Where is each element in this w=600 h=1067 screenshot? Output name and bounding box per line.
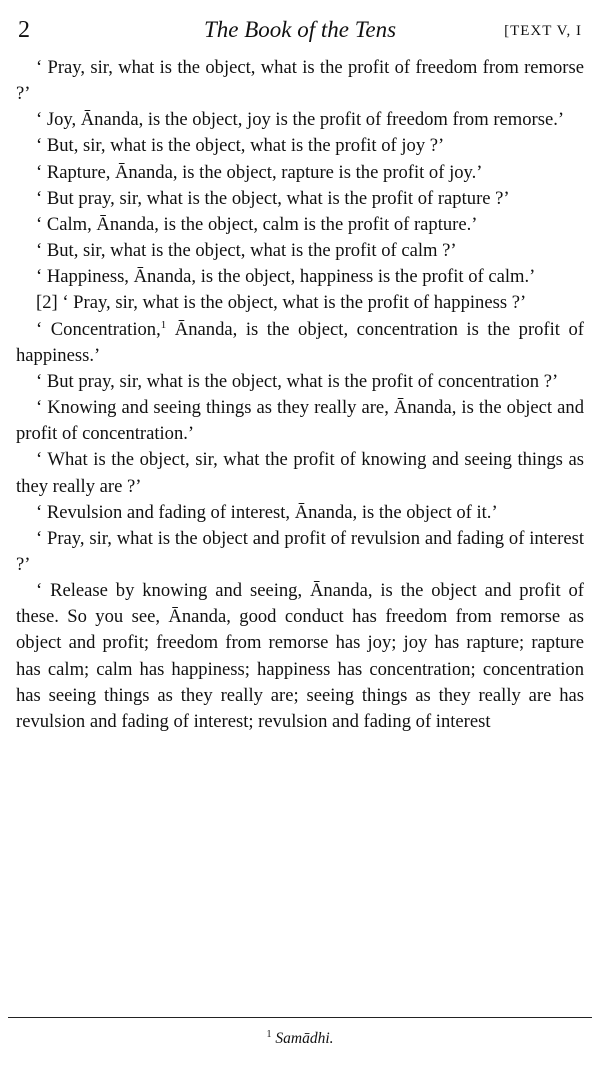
paragraph: ‘ Release by knowing and seeing, Ānanda, is the object and profit of these. So you see, Ānanda, good conduct has freedom from remorse as object and profit; freedom from remorse has joy; joy has rapture; rapture has calm; calm has happiness; happiness has concentration; concentration has seeing things as they really are; seeing things as they really are has revulsion and fading of interest; revulsion and fading of interest: [16, 580, 584, 732]
paragraph: ‘ But, sir, what is the object, what is the profit of calm ?’: [36, 240, 457, 262]
body-text: [16, 55, 584, 735]
paragraph-concentration: [16, 317, 584, 369]
concentration-text-end: Ānanda, is the object, concentration is the profit of happiness.’: [16, 318, 584, 366]
paragraph: [2] ‘ Pray, sir, what is the object, what is the profit of happiness ?’: [36, 292, 527, 314]
paragraph: ‘ Knowing and seeing things as they really are, Ānanda, is the object and profit of concentration.’: [16, 397, 584, 445]
paragraph: ‘ But, sir, what is the object, what is the profit of joy ?’: [36, 135, 445, 157]
text-reference: [TEXT V, I: [504, 23, 582, 39]
paragraph: ‘ What is the object, sir, what the profit of knowing and seeing things as they really are ?’: [16, 449, 584, 497]
paragraph: ‘ Revulsion and fading of interest, Ānanda, is the object of it.’: [36, 501, 498, 523]
running-head: [18, 14, 582, 46]
page-number: 2: [18, 17, 30, 43]
footnote-marker: 1: [266, 1028, 272, 1040]
paragraph: ‘ Pray, sir, what is the object, what is the profit of freedom from remorse ?’: [16, 57, 584, 105]
paragraph: ‘ Calm, Ānanda, is the object, calm is the profit of rapture.’: [36, 213, 478, 235]
concentration-text-start: ‘ Concentration,: [36, 318, 161, 340]
paragraph: ‘ Joy, Ānanda, is the object, joy is the profit of freedom from remorse.’: [36, 109, 565, 131]
paragraph: ‘ Pray, sir, what is the object and profit of revulsion and fading of interest ?’: [16, 527, 584, 575]
running-title: The Book of the Tens: [203, 17, 397, 42]
paragraph: ‘ But pray, sir, what is the object, what is the profit of concentration ?’: [36, 370, 559, 392]
paragraph: ‘ Rapture, Ānanda, is the object, rapture is the profit of joy.’: [36, 161, 483, 183]
footnote: [0, 1028, 600, 1050]
paragraph: ‘ But pray, sir, what is the object, what is the profit of rapture ?’: [36, 187, 510, 209]
footnote-divider: [8, 1017, 592, 1018]
paragraph: ‘ Happiness, Ānanda, is the object, happiness is the profit of calm.’: [36, 266, 536, 288]
footnote-text: Samādhi.: [275, 1030, 334, 1047]
footnote-reference: 1: [160, 318, 167, 331]
